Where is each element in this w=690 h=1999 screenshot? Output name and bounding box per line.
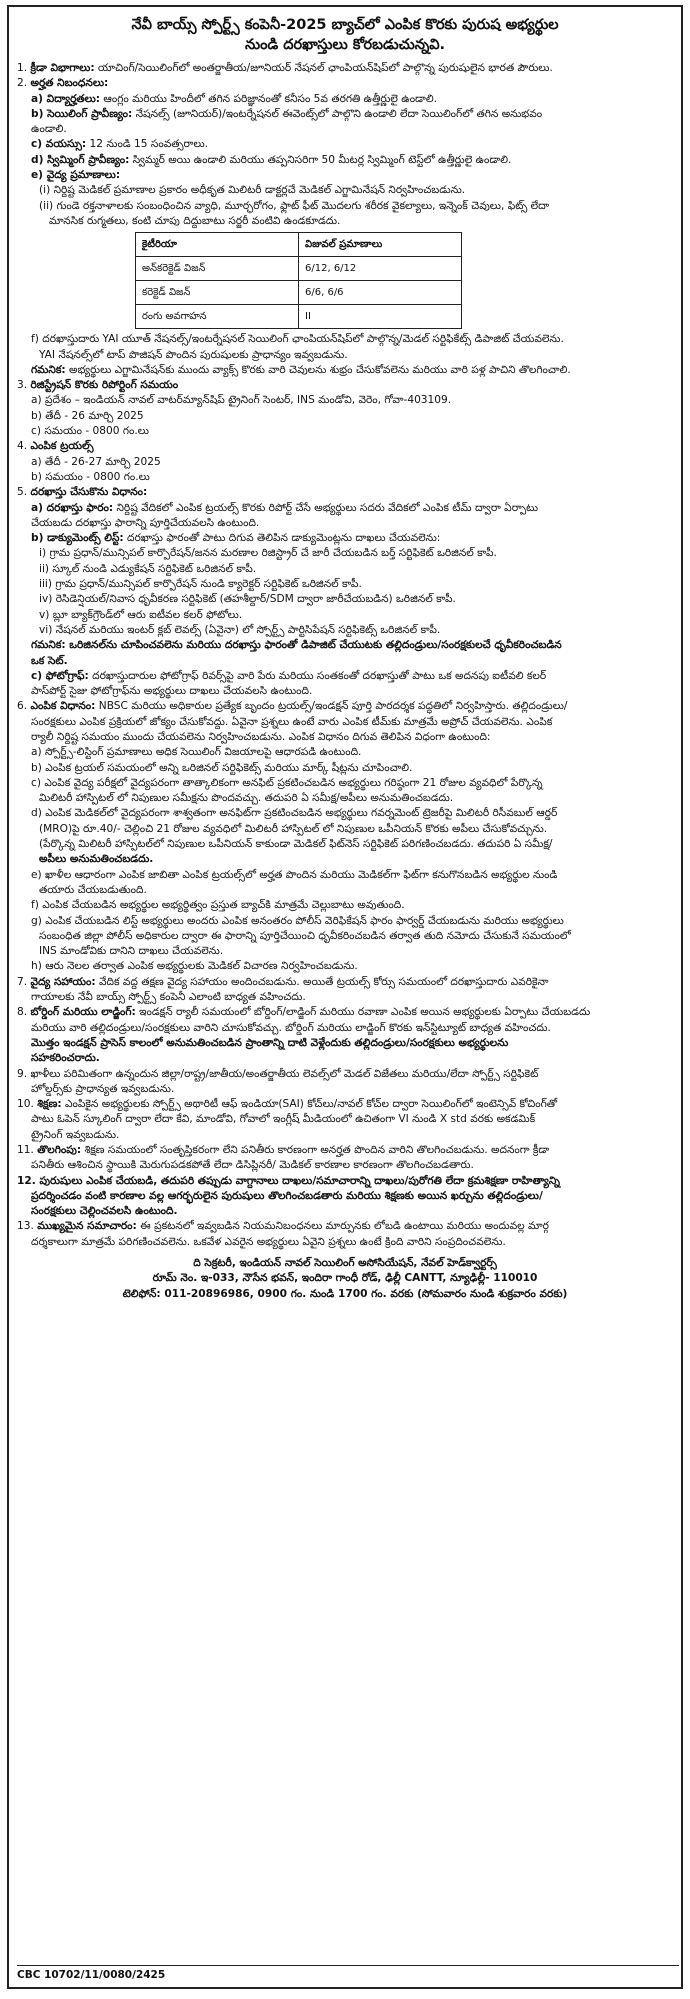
item-f: f) దరఖాస్తుదారు YAI యూత్ నేషనల్స్/ఇంటర్నేషనల్ సెయిలింగ్ ఛాంపియన్‌షిప్‌లో పాల్గొన్న/మెడల్ సర్టిఫికేట్స్ డిపాజిట్ చేయవలెను. — [31, 333, 564, 346]
section-number: 8. — [17, 1006, 28, 1019]
document-item: iii) గ్రామ ప్రధాన్/మున్సిపల్ కార్పొరేషన్ నుండి క్యారెక్టర్ సర్టిఫికెట్ ఒరిజినల్ కాపీ. — [39, 578, 362, 591]
section-6-selection-procedure — [17, 699, 673, 974]
procedure-item: g) ఎంపిక చేయబడిన లిస్ట్ అభ్యర్థులు అందరు ఎంపిక అనంతరం పోలీస్ వెరిఫికేషన్ ఫారం ఫార్వర్డ్ చేయబడును మరియు అభ్యర్థులు — [31, 914, 564, 927]
item-f-cont: YAI నేషనల్స్‌లో టాప్ పొజిషన్ పొందిన పురుషులకు ప్రాధాన్యం ఇవ్వబడును. — [39, 348, 348, 361]
section-number: 11. — [17, 1144, 34, 1156]
title-line-2: నుండి దరఖాస్తులు కోరబడుచున్నవి. — [244, 37, 446, 53]
section-text-cont: ప్రదర్శించడం వంటి కారణాల వల్ల ఆగర్భరులైన పురుషులు తొలగించబడతారు మరియు శిక్షణకు అయిన ఖర్చును తల్లిదండ్రులు/ — [31, 1189, 543, 1202]
item-text: దరఖాస్తు ఫారంతో పాటు దిగువ తెలిపిన డాక్యుమెంట్లను దాఖలు చేయవలెను: — [127, 532, 441, 545]
section-text-cont: మొత్తం ఇండక్షన్ ప్రాసెస్ కాలంలో అనుమతించబడిన ప్రాంతాన్ని దాటి వెళ్లేందుకు తల్లిదండ్రులు/సంరక్షకులు అభ్యర్థులను — [31, 1036, 509, 1049]
document-item: i) గ్రామ ప్రధాన్/మున్సిపల్ కార్పొరేషన్/జనన మరణాల రిజిస్ట్రార్ చే జారీ చేయబడిన బర్త్ సర్టిఫికెట్ ఒరిజినల్ కాపీ. — [39, 547, 497, 560]
trial-date: a) తేదీ - 26-27 మార్చి 2025 — [31, 455, 161, 468]
trial-time: b) సమయం - 0800 గం.లు — [31, 470, 150, 483]
item-text-cont: పాస్‌పోర్ట్ సైజు ఫోటోగ్రాఫ్‌ను అభ్యర్థులు దాఖలు చేయవలసి ఉంటుంది. — [31, 685, 313, 698]
section-label: ఎంపిక విధానం: — [30, 700, 96, 713]
document-item: iv) రెసిడెన్షియల్/నివాస ధృవీకరణ సర్టిఫికెట్ (తహశీల్దార్/SDM ద్వారా జారీచేయబడిన) ఒరిజినల్ కాపీ. — [39, 593, 456, 606]
table-cell: II — [299, 305, 462, 329]
section-text-cont: పాటు ఓపెన్ స్కూలింగ్ ద్వారా లేదా కేవి, మాండోవి, గోవాలో ఇంగ్లీష్ మీడియంలో ఉచితంగా VI నుండి X std వరకు అకడమిక్ — [31, 1113, 536, 1126]
item-label: a) విద్యార్హతలు: — [31, 92, 101, 105]
title-line-1: నేవీ బాయ్స్ స్పోర్ట్స్ కంపెనీ-2025 బ్యాచ్‌లో ఎంపిక కొరకు పురుష అభ్యర్థుల — [131, 17, 559, 33]
procedure-item-cont: మిలిటరీ హాస్పిటల్ లో నిపుణుల సమీక్షను పొందవచ్చు. తదుపరి ఏ సమీక్ష/అపీలు అనుమతించబడదు. — [39, 792, 454, 805]
section-text-cont: మరియు వారి తల్లిదండ్రులు/సంరక్షకులు వారిని చూసుకోవచ్చు. బోర్డింగ్ మరియు లాడ్జింగ్ కొరకు ఇన్‌స్టిట్యూట్ బాధ్యత వహించదు. — [31, 1021, 551, 1034]
contact-line: రూమ్ నెం. ఇ-033, నౌసేన భవన్, ఇందిరా గాంధీ రోడ్, ఢిల్లీ CANTT, న్యూఢిల్లీ- 110010 — [152, 1272, 538, 1285]
section-number: 3. — [17, 379, 28, 392]
section-label: అర్హత నిబంధనలు: — [30, 77, 109, 90]
section-number: 13. — [17, 1220, 34, 1233]
table-row — [136, 257, 462, 281]
procedure-item: a) స్పోర్ట్స్-లిస్టింగ్ ప్రమాణాలు అధిక సెయిలింగ్ విజయాలపై ఆధారపడి ఉంటుంది. — [31, 746, 362, 759]
section-text-cont: గాయాలకు నేవీ బాయ్స్ స్పోర్ట్స్ కంపెనీ ఎలాంటి బాధ్యత వహించదు. — [31, 991, 306, 1004]
procedure-item-cont: (MRO)పై రూ.40/- చెల్లించి 21 రోజుల వ్యవధిలో మిలిటరీ హాస్పిటల్ లో నిపుణుల ఒపీనియన్ కొరకు అపీలు చేసుకోవచ్చును. — [39, 822, 548, 835]
section-4-selection-trials — [17, 439, 673, 485]
item-label: d) స్విమ్మింగ్ ప్రావీణ్యం: — [31, 153, 130, 166]
item-text: స్విమ్మర్ అయి ఉండాలి మరియు తప్పనిసరిగా 50 మీటర్ల స్విమ్మింగ్ టెస్ట్‌లో ఉత్తీర్ణులై ఉండాలి. — [132, 153, 512, 166]
section-number: 2. — [17, 77, 28, 90]
section-13-important-info — [17, 1219, 673, 1250]
procedure-item-cont: INS మాండోవికు దానిని దాఖలు చేయవలెను. — [39, 945, 224, 958]
section-11-removal — [17, 1143, 673, 1174]
section-number: 4. — [17, 440, 28, 453]
section-10-training — [17, 1097, 673, 1143]
table-row — [136, 281, 462, 305]
procedure-item: d) ఎంపిక మెడికల్‌లో వైద్యపరంగా శాశ్వతంగా అనఫిట్‌గా ప్రకటించబడిన అభ్యర్థులు గవర్నమెంట్ ట్రెజరీపై మిలిటరీ రిసీవబుల్ ఆర్డర్ — [31, 807, 558, 820]
section-9-priority — [17, 1067, 673, 1098]
contact-line: ది సెక్రటరీ, ఇండియన్ నావల్ సెయిలింగ్ అసోసియేషన్, నేవల్ హెడ్‌క్వార్టర్స్ — [193, 1257, 497, 1270]
reporting-time: c) సమయం - 0800 గం.లు — [31, 425, 149, 438]
note-text: గమనిక: ఒరిజినల్‌ను చూపించవలెను మరియు దరఖాస్తు ఫారంతో డిపాజిట్ చేయుటకు తల్లిదండ్రులు/సంరక్షకులచే ధృవీకరించబడిన — [31, 639, 562, 652]
advertisement-page — [7, 5, 683, 1989]
cbc-reference: CBC 10702/11/0080/2425 — [17, 1965, 679, 1983]
document-item: ii) స్కూల్ నుండి ఎడ్యుకేషన్ సర్టిఫికెట్ ఒరిజినల్ కాపీ. — [39, 562, 257, 575]
item-text: నిర్దిష్ట వేదికలో ఎంపిక ట్రయల్స్ కొరకు రిపోర్ట్ చేసే అభ్యర్థులు సదరు వేదికలో ఎంపిక టీమ్ ద్వారా ఏర్పాటు — [116, 501, 538, 514]
item-text: దరఖాస్తుదారుల ఫోటోగ్రాఫ్ రివర్స్‌పై వారి పేరు మరియు సంతకంతో దరఖాస్తుతో పాటు ఒక అదనపు ఐటీవలి కలర్ — [92, 669, 547, 682]
section-text: ఇండక్షన్ ర్యాలీ సమయంలో బోర్డింగ్/లాడ్జింగ్ మరియు రవాణా ఎంపిక అయిన అభ్యర్థులకు ఏర్పాటు చేయబడదు — [139, 1006, 591, 1019]
procedure-item: h) ఆరు నెలల తర్వాత ఎంపిక అభ్యర్థులకు మెడికల్ విచారణ నిర్వహించబడును. — [31, 960, 358, 973]
section-5-how-to-apply — [17, 485, 673, 699]
table-cell: కరెక్టెడ్ విజన్ — [136, 281, 299, 305]
section-2-eligibility — [17, 76, 673, 378]
contact-address — [17, 1256, 673, 1302]
section-number: 9. — [17, 1067, 28, 1080]
section-8-boarding-lodging — [17, 1005, 673, 1066]
section-label: ముఖ్యమైన సమాచారం: — [37, 1220, 137, 1233]
section-label: బోర్డింగ్ మరియు లాడ్జింగ్: — [30, 1006, 136, 1019]
section-text: ఎంపికైన అభ్యర్థులకు స్పోర్ట్స్ అథారిటీ ఆఫ్ ఇండియా(SAI) కోచ్‌లు/నావల్ కోచ్‌ల ద్వారా సెయిలింగ్‌లో ఇంటెన్సివ్ కోచింగ్‌తో — [64, 1098, 558, 1111]
section-text: ఈ ప్రకటనలో ఇవ్వబడిన నియమనిబంధనలు మార్పునకు లోబడి ఉంటాయి మరియు అందువల్ల మార్గ — [140, 1220, 549, 1233]
procedure-item-cont: సంబంధిత జిల్లా పోలీస్ అధికారుల ద్వారా ఈ ఫారాన్ని పూర్తిచేయించి ధృవీకరించబడిన తర్వాత తుది నమోదు చేసుకునే సమయంలో — [39, 929, 571, 942]
section-text: సంరక్షకులు ఎంపిక ప్రక్రియలో జోక్యం చేసుకోవద్దు. ఏవైనా ప్రశ్నలు ఉంటే వారు ఎంపిక టీమ్‌కు మాత్రమే అప్రోచ్ చేయవలెను. ఎంపిక — [31, 715, 553, 728]
section-text-cont: సహకరించరాదు. — [31, 1052, 100, 1065]
section-12-recovery — [17, 1174, 673, 1220]
table-cell: 6/12, 6/12 — [299, 257, 462, 281]
section-label: ఎంపిక ట్రయల్స్ — [30, 440, 94, 453]
medical-standard-ii-cont: మానసిక రుగ్మతలు, కంటి చూపు దిద్దుబాటు సర్జరీ వంటివి ఉండకూడదు. — [49, 214, 341, 227]
table-header-row — [136, 233, 462, 257]
section-7-medical-aid — [17, 975, 673, 1006]
section-text-cont: దర్శకాలుగా మాత్రమే పరిగణించవలెను. ఒకవేళ ఎవరైన అభ్యర్థులు ఏవైని ప్రశ్నలు ఉంటే క్రింది వారిని సంప్రదించవలెను. — [31, 1235, 506, 1248]
item-label: c) వయస్సు: — [31, 138, 87, 151]
reporting-venue: a) ప్రదేశం – ఇండియన్ నావల్ వాటర్‌మ్యాన్‌షిప్ ట్రైనింగ్ సెంటర్, INS మండోవి, వెరెం, గోవా-403109. — [31, 394, 452, 407]
table-cell: అన్‌కరెక్టెడ్ విజన్ — [136, 257, 299, 281]
section-3-reporting — [17, 378, 673, 439]
section-label: రిజిస్ట్రేషన్ కొరకు రిపోర్టింగ్ సమయం — [30, 379, 179, 392]
medical-standard-i: (i) నిర్దిష్ట మెడికల్ ప్రమాణాల ప్రకారం అధీకృత మిలిటరీ డాక్టర్లచే మెడికల్ ఎగ్జామినేషన్ నిర్వహించబడును. — [39, 184, 466, 197]
section-text: ర్యాలీ నిర్దిష్ట సమయం ముందు చేయవలెను నిర్వహించబడును. ఎంపిక విధానం దిగువ తెలిపిన విధంగా ఉంటుంది: — [31, 730, 491, 743]
page-title — [17, 15, 673, 55]
section-number: 6. — [17, 700, 28, 713]
item-label: b) డాక్యుమెంట్స్ లిస్ట్: — [31, 532, 124, 545]
section-1-sports-disciplines — [17, 61, 673, 76]
medical-standard-ii: (ii) గుండె రక్తనాళాలకు సంబంధించిన వ్యాధి, మూర్ఛరోగం, ఫ్లాట్ ఫీట్ మొదలగు శరీరక వైకల్యాలు, ఇన్నెంక్ చెవులు, ఫిట్స్ లేదా — [39, 199, 550, 212]
contact-telephone: టెలిఫోన్: 011-20896986, 0900 గం. నుండి 1700 గం. వరకు (సోమవారం నుండి శుక్రవారం వరకు) — [122, 1287, 568, 1300]
table-row — [136, 305, 462, 329]
note-text-cont: ఒక సెట్. — [31, 654, 68, 667]
item-label: b) సెయిలింగ్ ప్రావీణ్యం: — [31, 107, 133, 120]
section-text: యాచింగ్/సెయిలింగ్‌లో అంతర్జాతీయ/జూనియర్ నేషనల్ ఛాంపియన్‌షిప్‌లో పాల్గొన్న పురుషులైన భారత పౌరులు. — [97, 62, 553, 74]
section-text: పురుషులు ఎంపిక చేయబడి, తదుపరి తప్పుడు వాగ్దానాలు దాఖలు/సమాచారాన్ని దాఖలు/పురోగతి లేదా క్రమశిక్షణా రాహిత్యాన్ని — [39, 1174, 560, 1187]
table-cell: 6/6, 6/6 — [299, 281, 462, 305]
section-text-cont: సంరక్షకులు చెల్లించవలసి ఉంటుంది. — [31, 1205, 178, 1218]
item-text: ఆంగ్లం మరియు హిందీలో తగిన పరిజ్ఞానంతో కనీసం 5వ తరగతి ఉత్తీర్ణులై ఉండాలి. — [103, 92, 437, 105]
procedure-item: c) ఎంపిక వైద్య పరీక్షలో వైద్యపరంగా తాత్కాలికంగా అనఫిట్ ప్రకటించబడిన అభ్యర్థులు గరిష్ఠంగా 21 రోజుల వ్యవధిలో పేర్కొన్న — [31, 776, 543, 789]
item-label: e) వైద్య ప్రమాణాలు: — [31, 169, 121, 182]
section-label: క్రీడా విభాగాలు: — [30, 62, 95, 74]
section-text: ఖాళీలు పరిమితంగా ఉన్నందున జిల్లా/రాష్ట్ర/జాతీయ/అంతర్జాతీయ లెవల్స్‌లో మెడల్ విజేతలు మరియు/లేదా స్పోర్ట్స్ సర్టిఫికెట్ — [30, 1067, 539, 1080]
section-label: శిక్షణ: — [37, 1098, 62, 1111]
section-label: వైద్య సహాయం: — [30, 975, 96, 988]
section-text-cont: పనితీరు ఆశించిన స్థాయికి మెరుగుపడకపోతే లేదా డిసిప్లినరీ/ మెడికల్ కారణాల కారణంగా తొలగించబడతారు. — [31, 1159, 474, 1172]
table-cell: రంగు అవగాహన — [136, 305, 299, 329]
item-label: a) దరఖాస్తు ఫారం: — [31, 501, 114, 514]
item-label: c) ఫోటోగ్రాఫ్: — [31, 669, 89, 682]
section-label: తొలగింపు: — [37, 1144, 82, 1156]
note-label: గమనిక: — [31, 363, 66, 376]
section-number: 5. — [17, 486, 28, 499]
table-header-cell: విజువల్ ప్రమాణాలు — [299, 233, 462, 257]
item-text: 12 నుండి 15 సంవత్సరాలు. — [89, 138, 209, 151]
section-number: 12. — [17, 1174, 36, 1187]
section-number: 10. — [17, 1098, 34, 1111]
procedure-item-cont: అపీలు అనుమతించబడదు. — [39, 853, 154, 866]
section-text: వేదిక వద్ద తక్షణ వైద్య సహాయం అందించబడును. అయితే ట్రయల్స్ కోర్సు సమయంలో దరఖాస్తుదారు ఎవరికైనా — [98, 975, 549, 988]
section-text-cont: హోల్డర్స్‌కు ప్రాధాన్యత ఇవ్వబడును. — [31, 1082, 175, 1095]
section-number: 1. — [17, 62, 28, 74]
reporting-date: b) తేదీ - 26 మార్చి 2025 — [31, 409, 144, 422]
document-item: vi) నేషనల్ మరియు ఇంటర్ క్లబ్ లెవల్స్ (ఏవైనా) లో స్పోర్ట్స్ పార్టిసిపేషన్ సర్టిఫికెట్స్ ఒరిజినల్ కాపీ. — [39, 623, 441, 636]
document-item: v) బ్లూ బ్యాక్‌గ్రౌండ్‌లో ఆరు ఐటీవల కలర్ ఫోటోలు. — [39, 608, 243, 621]
procedure-item: f) ఎంపిక చేయబడిన అభ్యర్థుల అభ్యర్థిత్వం ప్రస్తుత బ్యాచ్‌కి మాత్రమే చెల్లుబాటు అవుతుంది. — [31, 899, 405, 912]
item-text: నేషనల్స్ (జూనియర్)/ఇంటర్నేషనల్ ఈవెంట్స్‌లో పాల్గొని ఉండాలి లేదా సెయిలింగ్‌లో తగిన అనుభవం — [135, 107, 543, 120]
procedure-item: b) ఎంపిక ట్రయల్ సమయంలో అన్ని ఒరిజినల్ సర్టిఫికెట్స్ మరియు మార్క్ షీట్లను చూపించాలి. — [31, 761, 413, 774]
note-text: అభ్యర్థులు ఎగ్జామినేషన్‌కు ముందు వ్యాక్స్ కొరకు వారి చెవులను శుభ్రం చేసుకోవలెను మరియు వారి పళ్ల పాచిని తొలగించాలి. — [68, 363, 571, 376]
section-label: దరఖాస్తు చేసుకొను విధానం: — [30, 486, 148, 499]
section-text: శిక్షణ సమయంలో సంతృప్తికరంగా లేని పనితీరు కారణంగా అనర్హత పొందిన వారిని తొలగించబడును. అదనంగా క్రీడా — [84, 1144, 550, 1156]
section-text: NBSC మరియు అధికారుల ప్రత్యేక బృందం ట్రయల్స్/ఇండక్షన్ పూర్తి పారదర్శక పద్ధతిలో నిర్వహిస్తారు. తల్లిదండ్రులు/ — [98, 700, 568, 713]
vision-standards-table — [135, 232, 462, 329]
section-text-cont: ట్రైనింగ్ ఇవ్వబడును. — [31, 1128, 120, 1141]
section-number: 7. — [17, 975, 28, 988]
table-header-cell: కైటీరియా — [136, 233, 299, 257]
item-text-cont: చేయబడు దరఖాస్తు ఫారాన్ని పూర్తిచేయవలసి ఉంటుంది. — [31, 516, 260, 529]
procedure-item-cont: తయారు చేయబడుతుంది. — [39, 883, 147, 896]
procedure-item: e) ఖాళీల ఆధారంగా ఎంపిక జాబితా ఎంపిక ట్రయల్స్‌లో అర్హత పొందిన మరియు మెడికల్‌గా ఫిట్‌గా కనుగొనబడిన అభ్యర్థుల నుండి — [31, 868, 558, 881]
procedure-item-cont: (పేర్కొన్న మిలిటరీ హాస్పిటల్‌లో నిపుణుల ఒపీనియన్ కాకుండా మెడికల్ ఫిట్‌నెస్ సర్టిఫికెట్ పరిగణించబడదు. తదుపరి ఏ సమీక్ష/ — [39, 838, 553, 851]
item-text-cont: ఉండాలి. — [31, 123, 67, 136]
